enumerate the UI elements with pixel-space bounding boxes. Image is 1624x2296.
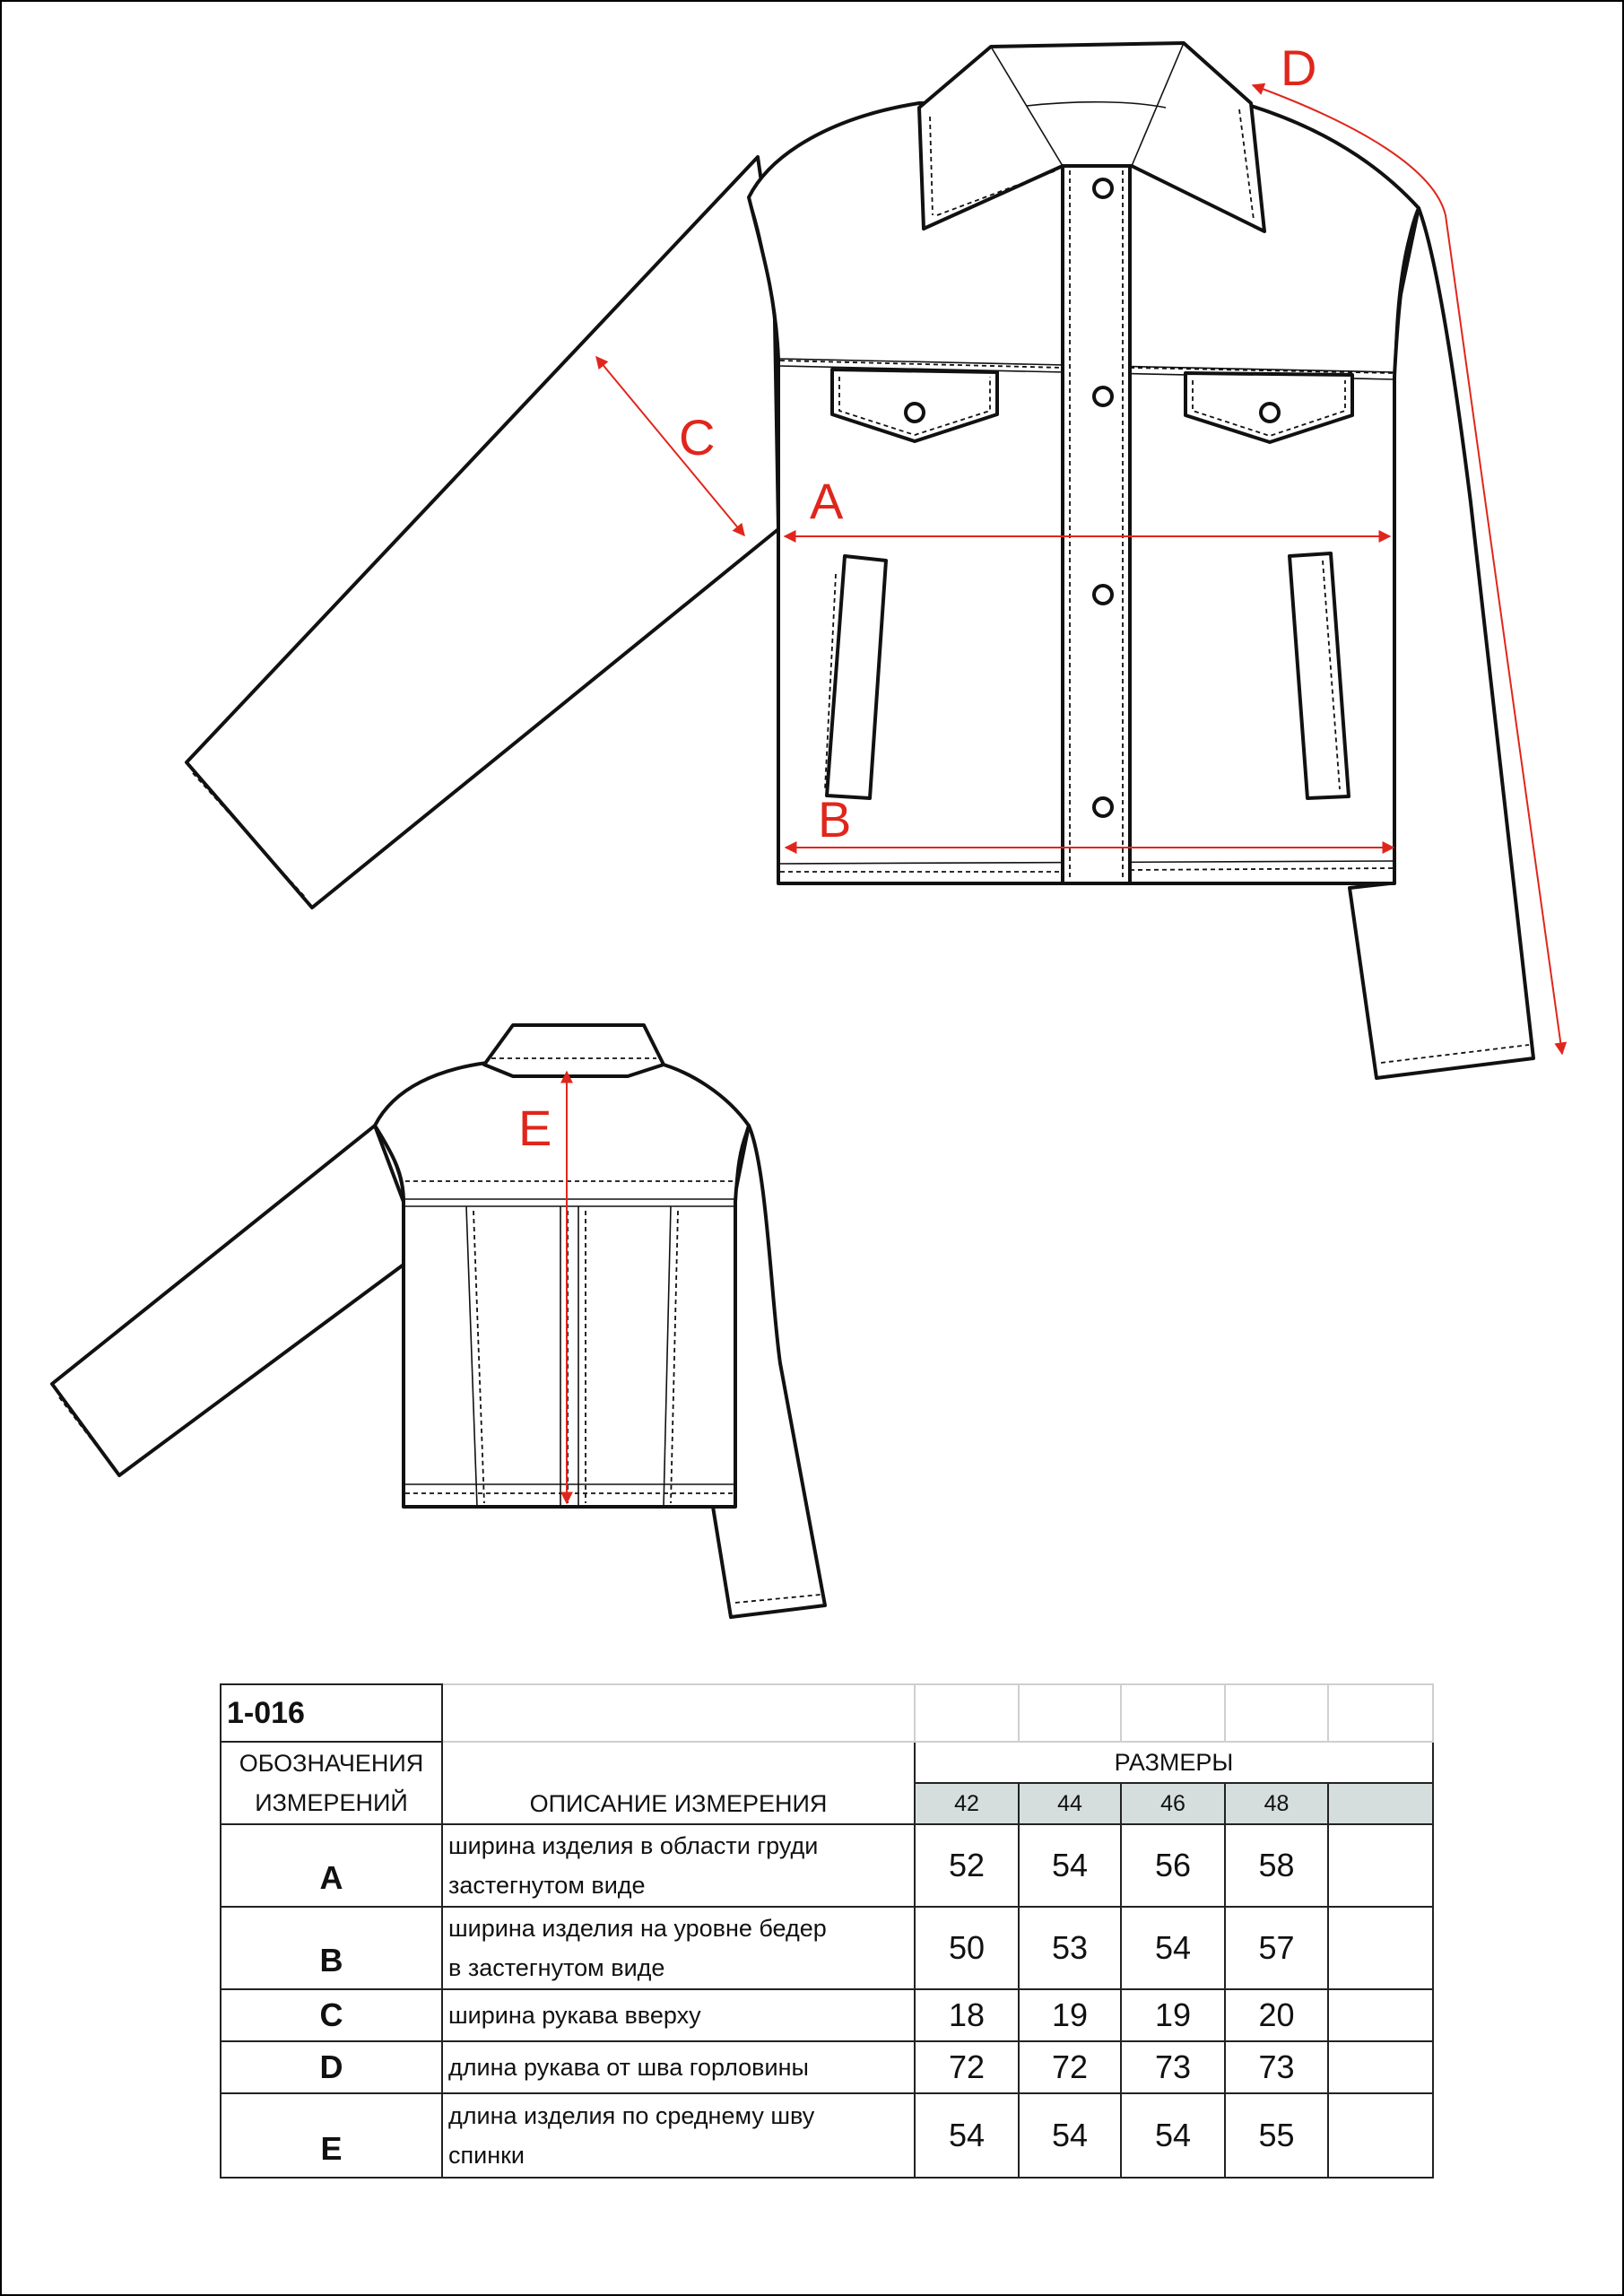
button-1 (1094, 179, 1112, 197)
front-left-sleeve (187, 157, 778, 908)
title-row (221, 1684, 1433, 1742)
table-row: E длина изделия по среднему шву спинки 54 54 54 55 (221, 2093, 1433, 2178)
header-sizes: РАЗМЕРЫ (915, 1742, 1433, 1783)
button-3 (1094, 586, 1112, 604)
label-c: C (679, 409, 716, 465)
size-col-empty (1328, 1783, 1433, 1824)
header-description: ОПИСАНИЕ ИЗМЕРЕНИЯ (442, 1742, 915, 1824)
label-d: D (1281, 39, 1317, 96)
back-left-sleeve (52, 1126, 404, 1475)
size-col: 48 (1225, 1783, 1328, 1824)
table-row: B ширина изделия на уровне бедер в застегнутом виде 50 53 54 57 (221, 1907, 1433, 1989)
jacket-back (52, 1025, 825, 1617)
size-col: 44 (1019, 1783, 1121, 1824)
header-keys: ОБОЗНАЧЕНИЯ ИЗМЕРЕНИЙ (221, 1742, 442, 1824)
size-col: 46 (1121, 1783, 1225, 1824)
front-placket (1063, 166, 1130, 883)
size-chart-table (220, 1683, 1434, 2179)
label-b: B (818, 791, 852, 848)
back-body (375, 1063, 749, 1507)
table-row: C ширина рукава вверху 18 19 19 20 (221, 1989, 1433, 2041)
header-row (221, 1742, 1433, 1783)
table-row: A ширина изделия в области груди застегнутом виде 52 54 56 58 (221, 1824, 1433, 1907)
table-row: D длина рукава от шва горловины 72 72 73 73 (221, 2041, 1433, 2093)
button-4 (1094, 798, 1112, 816)
jacket-front (187, 43, 1533, 1078)
back-collar (484, 1025, 664, 1076)
button-2 (1094, 387, 1112, 405)
label-e: E (518, 1100, 552, 1156)
label-a: A (810, 473, 844, 529)
size-col: 42 (915, 1783, 1019, 1824)
model-code: 1-016 (221, 1684, 442, 1742)
